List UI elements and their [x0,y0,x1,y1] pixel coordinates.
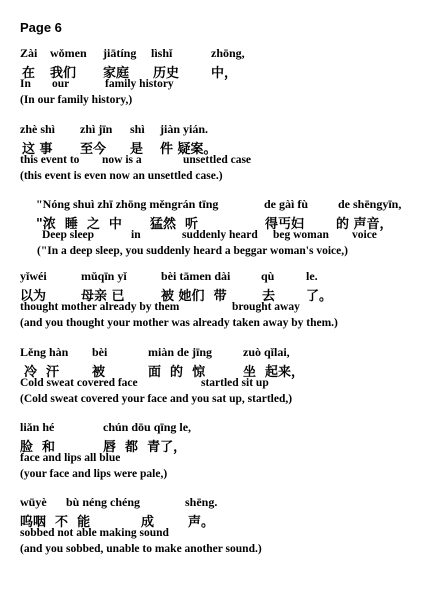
pinyin-word: qù [261,269,275,283]
gloss-word: Cold sweat covered face [20,377,138,389]
hanzi-word: 的 声音， [336,217,393,232]
pinyin-word: zhōng, [211,46,245,60]
hanzi-line [0,285,425,304]
hanzi-word: 至今 [80,142,107,157]
gloss-word: voice [352,229,377,241]
pinyin-line [0,495,425,511]
hanzi-word: 声。 [188,515,215,530]
gloss-word: thought mother already by them [20,301,180,313]
pinyin-word: bù néng chéng [66,495,141,509]
translation-line [0,317,425,333]
gloss-line [0,377,425,393]
pinyin-word: shì [130,122,145,136]
gloss-word: beg woman [273,229,329,241]
gloss-word: now is a [102,154,142,166]
translation-line [0,543,425,559]
hanzi-line [0,511,425,530]
pinyin-word: jiàn yián. [160,122,209,136]
hanzi-word: 唇 都 青了， [103,440,187,455]
pinyin-line [0,46,425,62]
hanzi-word: 历史 [153,66,180,81]
hanzi-word: 成 [141,515,155,530]
hanzi-word: 以为 [20,289,47,304]
hanzi-line [0,138,425,157]
pinyin-word: lìshǐ [151,46,173,60]
gloss-line [0,527,425,543]
translation-text: (and you sobbed, unable to make another sound.) [20,543,262,555]
pinyin-word: Zài [20,46,38,60]
hanzi-word: 坐 起来， [243,365,305,380]
pinyin-word: Lěng hàn [20,345,69,359]
gloss-word: suddenly heard [182,229,258,241]
pinyin-word: bèi [92,345,108,359]
hanzi-word: 中， [211,66,238,81]
hanzi-word: 被 [92,365,106,380]
pinyin-word: wǒmen [50,46,87,60]
translation-line [0,245,425,261]
translation-text: ("In a deep sleep, you suddenly heard a beggar woman's voice,) [37,245,348,257]
translation-text: (and you thought your mother was already taken away by them.) [20,317,338,329]
pinyin-word: bèi tāmen dài [161,269,231,283]
translation-text: (Cold sweat covered your face and you sat up, startled,) [20,393,293,405]
gloss-word: our [52,78,70,90]
hanzi-line [0,62,425,81]
gloss-word: startled sit up [201,377,269,389]
pinyin-line [0,197,425,213]
gloss-line [0,452,425,468]
hanzi-word: 猛然 听 [150,217,199,232]
translation-text: (this event is even now an unsettled case.) [20,170,223,182]
hanzi-word: 去 [262,289,276,304]
pinyin-word: le. [306,269,318,283]
pinyin-word: de gàì fù [264,197,309,211]
gloss-word: In [20,78,31,90]
pinyin-word: de shēngyīn, [338,197,402,211]
pinyin-word: jiātíng [103,46,137,60]
gloss-word: face and lips all blue [20,452,121,464]
hanzi-word: 母亲 已 [81,289,125,304]
gloss-line [0,154,425,170]
pinyin-word: mǔqīn yǐ [81,269,127,283]
hanzi-word: 被 她们 带 [161,289,227,304]
translation-line [0,170,425,186]
pinyin-line [0,269,425,285]
translation-text: (In our family history,) [20,94,133,106]
gloss-word: unsettled case [183,154,252,166]
hanzi-word: 得丐妇 [265,217,305,232]
hanzi-word: 家庭 [103,66,130,81]
pinyin-word: wūyè [20,495,47,509]
translation-line [0,393,425,409]
gloss-line [0,229,425,245]
gloss-line [0,301,425,317]
hanzi-word: 呜咽 不 能 [20,515,91,530]
pinyin-word: yǐwéi [20,269,47,283]
hanzi-line [0,213,425,232]
hanzi-line [0,436,425,455]
translation-line [0,468,425,484]
hanzi-word: 面 的 惊 [148,365,206,380]
hanzi-word: 我们 [50,66,77,81]
hanzi-word: 脸 和 [20,440,56,455]
pinyin-line [0,420,425,436]
translation-text: (your face and lips were pale,) [20,468,168,480]
hanzi-word: 冷 汗 [24,365,60,380]
gloss-word: brought away [232,301,300,313]
gloss-word: family history [105,78,174,90]
gloss-word: in [131,229,141,241]
pinyin-word: zhè shì [20,122,56,136]
pinyin-word: zhì jīn [80,122,113,136]
pinyin-word: shēng. [185,495,218,509]
hanzi-word: 件 疑案。 [160,142,217,157]
pinyin-word: "Nóng shuì zhī zhōng měngrán tīng [36,197,219,211]
hanzi-word: 这 事 [22,142,53,157]
pinyin-word: chún dōu qīng le, [103,420,192,434]
hanzi-word: 是 [130,142,144,157]
hanzi-word: "浓 睡 之 中 [36,217,122,232]
pinyin-word: miàn de jīng [148,345,213,359]
gloss-line [0,78,425,94]
hanzi-line [0,361,425,380]
translation-line [0,94,425,110]
pinyin-line [0,122,425,138]
page-number: Page 6 [20,20,62,35]
hanzi-word: 了。 [306,289,333,304]
pinyin-word: zuò qǐlai, [243,345,290,359]
hanzi-word: 在 [22,66,36,81]
gloss-word: this event to [20,154,80,166]
gloss-word: Deep sleep [42,229,95,241]
gloss-word: sobbed not able making sound [20,527,169,539]
pinyin-line [0,345,425,361]
pinyin-word: liǎn hé [20,420,55,434]
